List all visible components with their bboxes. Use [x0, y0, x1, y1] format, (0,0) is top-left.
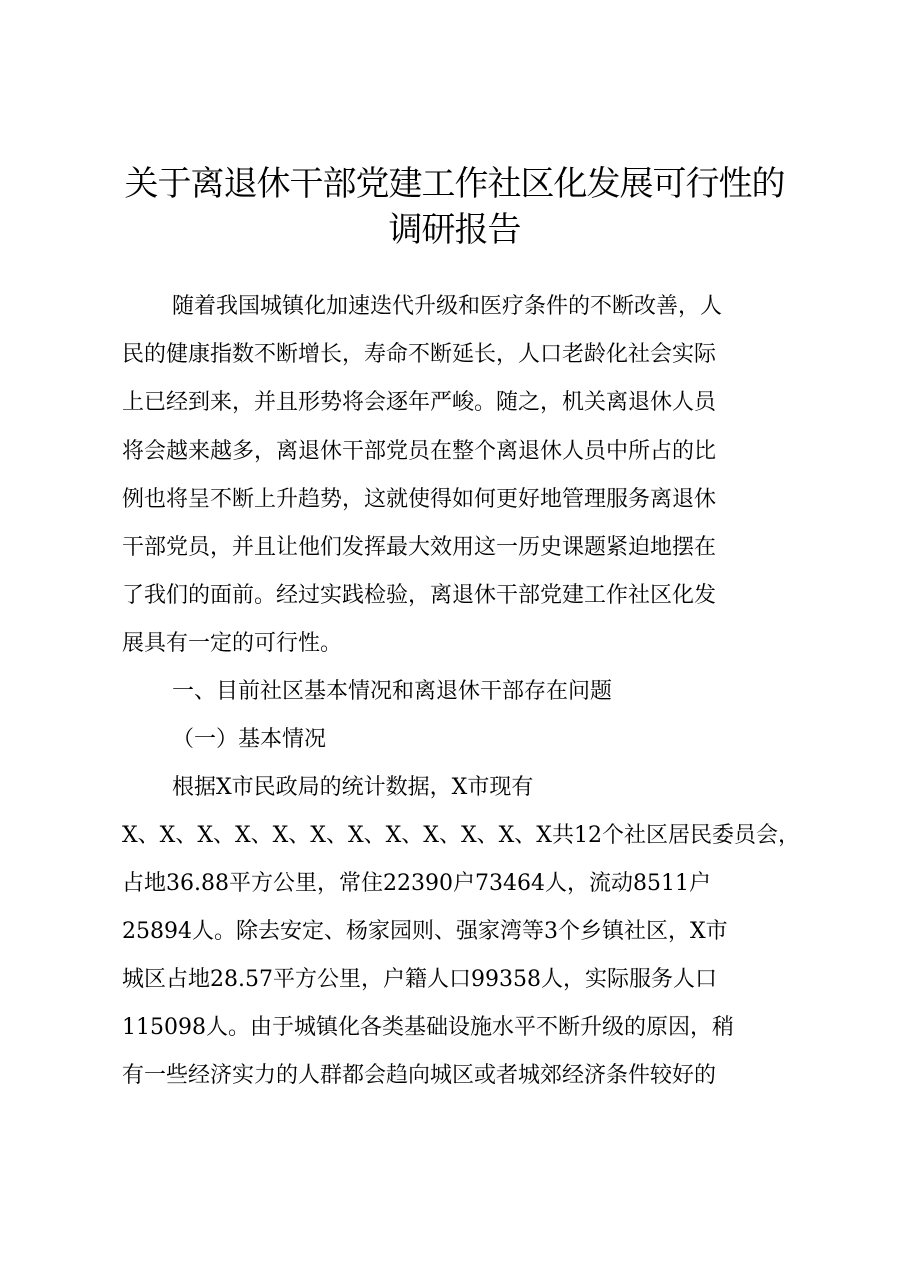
paragraph-1-line: 展具有一定的可行性。: [122, 631, 343, 656]
paragraph-1-line: 上已经到来，并且形势将会逐年严峻。随之，机关离退休人员: [122, 390, 717, 415]
document-title-line-2: 调研报告: [388, 210, 521, 250]
paragraph-2-line: 25894人。除去安定、杨家园则、强家湾等3个乡镇社区，X市: [122, 919, 728, 944]
paragraph-2-line: 根据X市民政局的统计数据，X市现有: [172, 775, 534, 800]
paragraph-2-line: 城区占地28.57平方公里，户籍人口99358人，实际服务人口: [122, 967, 717, 992]
paragraph-1-line: 随着我国城镇化加速迭代升级和医疗条件的不断改善，人: [172, 294, 723, 319]
document-title-line-1: 关于离退休干部党建工作社区化发展可行性的: [124, 164, 785, 204]
paragraph-2-line: 占地36.88平方公里，常住22390户73464人，流动8511户: [122, 871, 711, 896]
section-heading: 一、目前社区基本情况和离退休干部存在问题: [172, 679, 613, 704]
paragraph-2-line: 115098人。由于城镇化各类基础设施水平不断升级的原因，稍: [122, 1015, 734, 1040]
subsection-heading: （一）基本情况: [172, 727, 327, 752]
paragraph-1-line: 例也将呈不断上升趋势，这就使得如何更好地管理服务离退休: [122, 487, 717, 512]
paragraph-1-line: 将会越来越多，离退休干部党员在整个离退休人员中所占的比: [122, 439, 717, 464]
paragraph-2-line: 有一些经济实力的人群都会趋向城区或者城郊经济条件较好的: [122, 1063, 717, 1088]
paragraph-2-line: X、X、X、X、X、X、X、X、X、X、X、X共12个社区居民委员会，: [122, 823, 800, 848]
paragraph-1-line: 民的健康指数不断增长，寿命不断延长，人口老龄化社会实际: [122, 342, 717, 367]
paragraph-1-line: 干部党员，并且让他们发挥最大效用这一历史课题紧迫地摆在: [122, 535, 717, 560]
paragraph-1-line: 了我们的面前。经过实践检验，离退休干部党建工作社区化发: [122, 583, 717, 608]
